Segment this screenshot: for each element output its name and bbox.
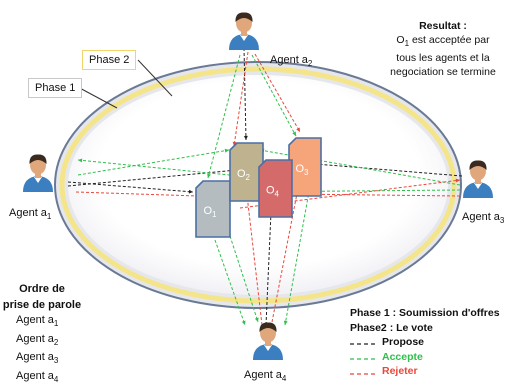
offer-o1 bbox=[196, 181, 230, 237]
result-line2: tous les agents et la bbox=[396, 52, 490, 65]
speaking-order-item: Agent $a_4$ bbox=[16, 370, 59, 385]
agent-a1-icon bbox=[23, 154, 53, 192]
result-line3: negociation se termine bbox=[390, 66, 496, 79]
offer-o1-label: $O_1$ bbox=[203, 205, 217, 219]
offer-o2 bbox=[230, 143, 263, 201]
legend-phase2: Phase2 : Le vote bbox=[350, 321, 433, 334]
legend-phase1: Phase 1 : Soumission d'offres bbox=[350, 307, 500, 319]
agent-a1-label: Agent $a_1$ bbox=[9, 207, 52, 222]
offer-o2-label: $O_2$ bbox=[236, 168, 251, 182]
phase1-label: Phase 1 bbox=[28, 78, 82, 98]
offer-o3-label: $O_3$ bbox=[295, 163, 309, 177]
speaking-order-item: Agent $a_1$ bbox=[16, 314, 59, 329]
agent-a4-label: Agent $a_4$ bbox=[244, 369, 287, 384]
agent-a4-icon bbox=[253, 322, 283, 360]
speaking-order-item: Agent $a_3$ bbox=[16, 351, 59, 366]
legend-accepte: Accepte bbox=[382, 350, 423, 363]
offer-o4 bbox=[259, 160, 292, 217]
legend-rejeter: Rejeter bbox=[382, 365, 418, 377]
speaking-order-title-1: Ordre de bbox=[19, 283, 65, 295]
offer-o4-label: $O_4$ bbox=[265, 184, 280, 199]
result-text bbox=[388, 19, 498, 79]
result-title: Resultat : bbox=[419, 20, 467, 32]
agent-a2-icon bbox=[229, 12, 259, 50]
result-line1: $O_1$ est acceptée par bbox=[396, 34, 490, 49]
speaking-order-item: Agent $a_2$ bbox=[16, 332, 59, 347]
offer-o3 bbox=[289, 138, 321, 196]
speaking-order bbox=[2, 282, 82, 388]
agent-a2-label: Agent $a_2$ bbox=[270, 54, 313, 69]
agent-a3-icon bbox=[463, 160, 493, 198]
agent-a3-label: Agent $a_3$ bbox=[462, 211, 505, 226]
phase2-label: Phase 2 bbox=[82, 50, 136, 70]
legend-propose: Propose bbox=[382, 336, 425, 348]
speaking-order-title-2: prise de parole bbox=[2, 298, 82, 311]
legend bbox=[350, 306, 500, 379]
